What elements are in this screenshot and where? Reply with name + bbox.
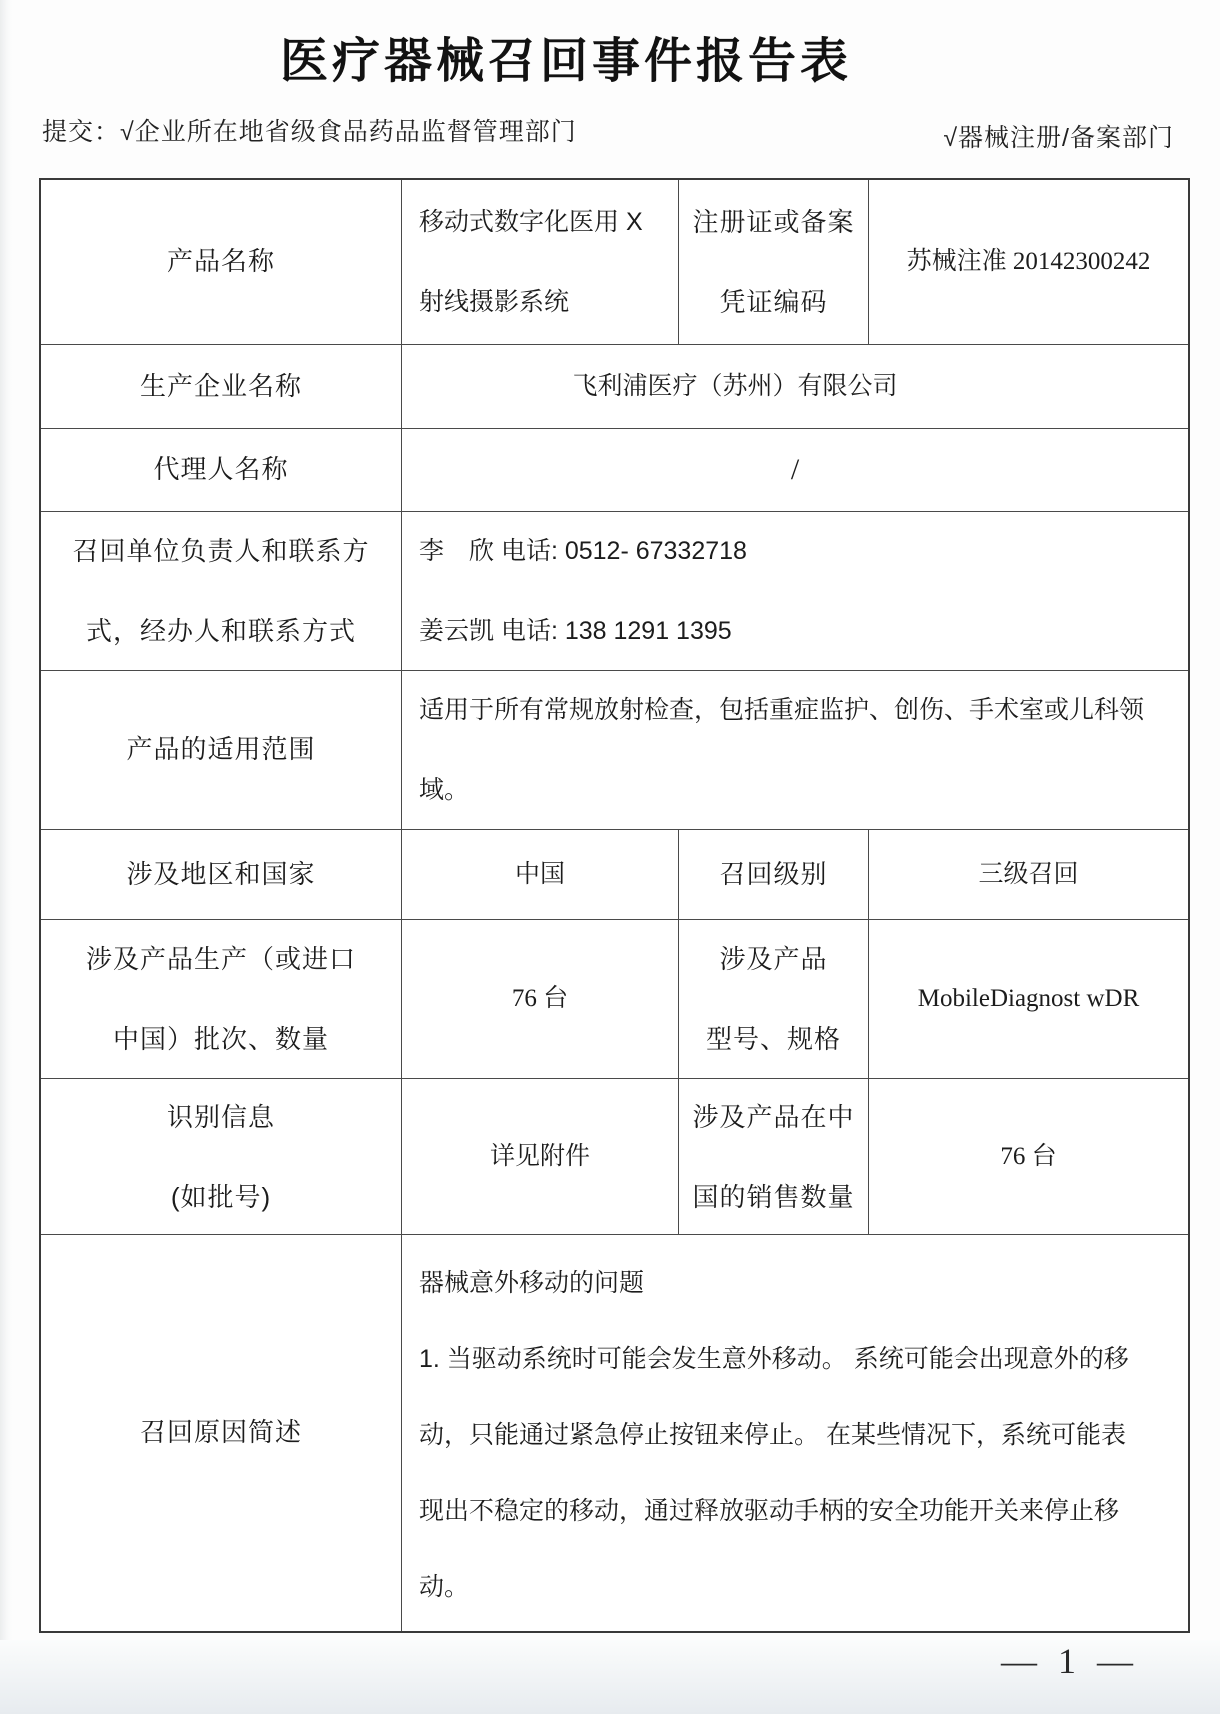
scope-label-cell: [41, 671, 402, 830]
batch-quantity-label-line2: 中国）批次、数量: [112, 1024, 329, 1054]
regions-label: 涉及地区和国家: [126, 858, 316, 889]
registration-label-line1: 注册证或备案: [692, 207, 855, 237]
page-number: — 1 —: [1001, 1641, 1139, 1681]
scope-label: 产品的适用范围: [126, 734, 316, 765]
regions-value-cell: [402, 830, 679, 920]
document-title: 医疗器械召回事件报告表: [279, 35, 852, 88]
contacts-label-line2: 式，经办人和联系方式: [85, 616, 356, 646]
regions-label-cell: [41, 830, 402, 920]
china-sales-value: 76 台: [1000, 1142, 1057, 1170]
batch-quantity-value-cell: [402, 920, 679, 1079]
model-label-line1: 涉及产品: [719, 944, 828, 974]
agent-label: 代理人名称: [153, 454, 289, 485]
recall-reason-line1: 器械意外移动的问题: [419, 1269, 645, 1297]
manufacturer-label-cell: [41, 345, 402, 429]
recall-level-value-cell: [869, 830, 1188, 920]
recall-reason-label-cell: [41, 1235, 402, 1631]
scope-value-cell: [402, 671, 1188, 830]
manufacturer-value-cell: [402, 345, 1188, 429]
submit-line-left: 提交：√企业所在地省级食品药品监督管理部门: [42, 118, 577, 146]
registration-label-line2: 凭证编码: [719, 287, 828, 317]
recall-reason-line2: 1. 当驱动系统时可能会发生意外移动。 系统可能会出现意外的移: [419, 1345, 1129, 1373]
product-name-value-line1: 移动式数字化医用 X: [419, 208, 643, 236]
model-label-cell: [679, 920, 869, 1079]
identification-label-line1: 识别信息: [166, 1101, 275, 1132]
china-sales-label-line1: 涉及产品在中: [692, 1101, 855, 1132]
identification-value-cell: [402, 1079, 679, 1235]
recall-reason-line3: 动，只能通过紧急停止按钮来停止。 在某些情况下，系统可能表: [419, 1421, 1126, 1449]
china-sales-value-cell: [869, 1079, 1188, 1235]
model-value: MobileDiagnost wDR: [917, 985, 1140, 1013]
submit-line-right: √器械注册/备案部门: [943, 124, 1174, 152]
recall-level-label-cell: [679, 830, 869, 920]
batch-quantity-value: 76 台: [511, 985, 569, 1013]
contacts-label-line1: 召回单位负责人和联系方: [72, 536, 370, 566]
scope-value-line2: 域。: [419, 776, 470, 804]
identification-label-cell: [41, 1079, 402, 1235]
registration-value-cell: [869, 180, 1188, 345]
product-name-value-line2: 射线摄影系统: [419, 288, 570, 316]
recall-reason-value-cell: [402, 1235, 1188, 1631]
contacts-value-line1: 李 欣 电话: 0512- 67332718: [419, 537, 747, 565]
scan-edge-left: [0, 0, 12, 1714]
registration-label-cell: [679, 180, 869, 345]
identification-label-line2: (如批号): [170, 1181, 272, 1212]
batch-quantity-label-cell: [41, 920, 402, 1079]
manufacturer-label: 生产企业名称: [139, 370, 302, 401]
regions-value: 中国: [514, 859, 565, 888]
china-sales-label-cell: [679, 1079, 869, 1235]
product-name-label-cell: [41, 180, 402, 345]
model-value-cell: [869, 920, 1188, 1079]
recall-reason-label: 召回原因简述: [139, 1417, 302, 1448]
recall-level-label: 召回级别: [719, 858, 828, 889]
agent-value: /: [790, 452, 800, 486]
recall-reason-line4: 现出不稳定的移动，通过释放驱动手柄的安全功能开关来停止移: [419, 1497, 1120, 1525]
recall-report-table: [39, 178, 1190, 1633]
china-sales-label-line2: 国的销售数量: [692, 1181, 855, 1212]
agent-value-cell: [402, 429, 1188, 512]
manufacturer-name: 飞利浦医疗（苏州）有限公司: [572, 371, 898, 400]
registration-number: 苏械注准 20142300242: [906, 248, 1151, 276]
batch-quantity-label-line1: 涉及产品生产（或进口: [85, 944, 356, 974]
scope-value-line1: 适用于所有常规放射检查，包括重症监护、创伤、手术室或儿科领: [419, 696, 1145, 724]
contacts-value-line2: 姜云凯 电话: 138 1291 1395: [419, 617, 732, 645]
identification-value: 详见附件: [489, 1141, 590, 1170]
agent-label-cell: [41, 429, 402, 512]
recall-reason-line5: 动。: [419, 1573, 470, 1601]
product-name-label: 产品名称: [166, 246, 275, 277]
product-name-value-cell: [402, 180, 679, 345]
recall-level-value: 三级召回: [978, 859, 1079, 888]
contacts-label-cell: [41, 512, 402, 671]
model-label-line2: 型号、规格: [705, 1024, 841, 1054]
contacts-value-cell: [402, 512, 1188, 671]
